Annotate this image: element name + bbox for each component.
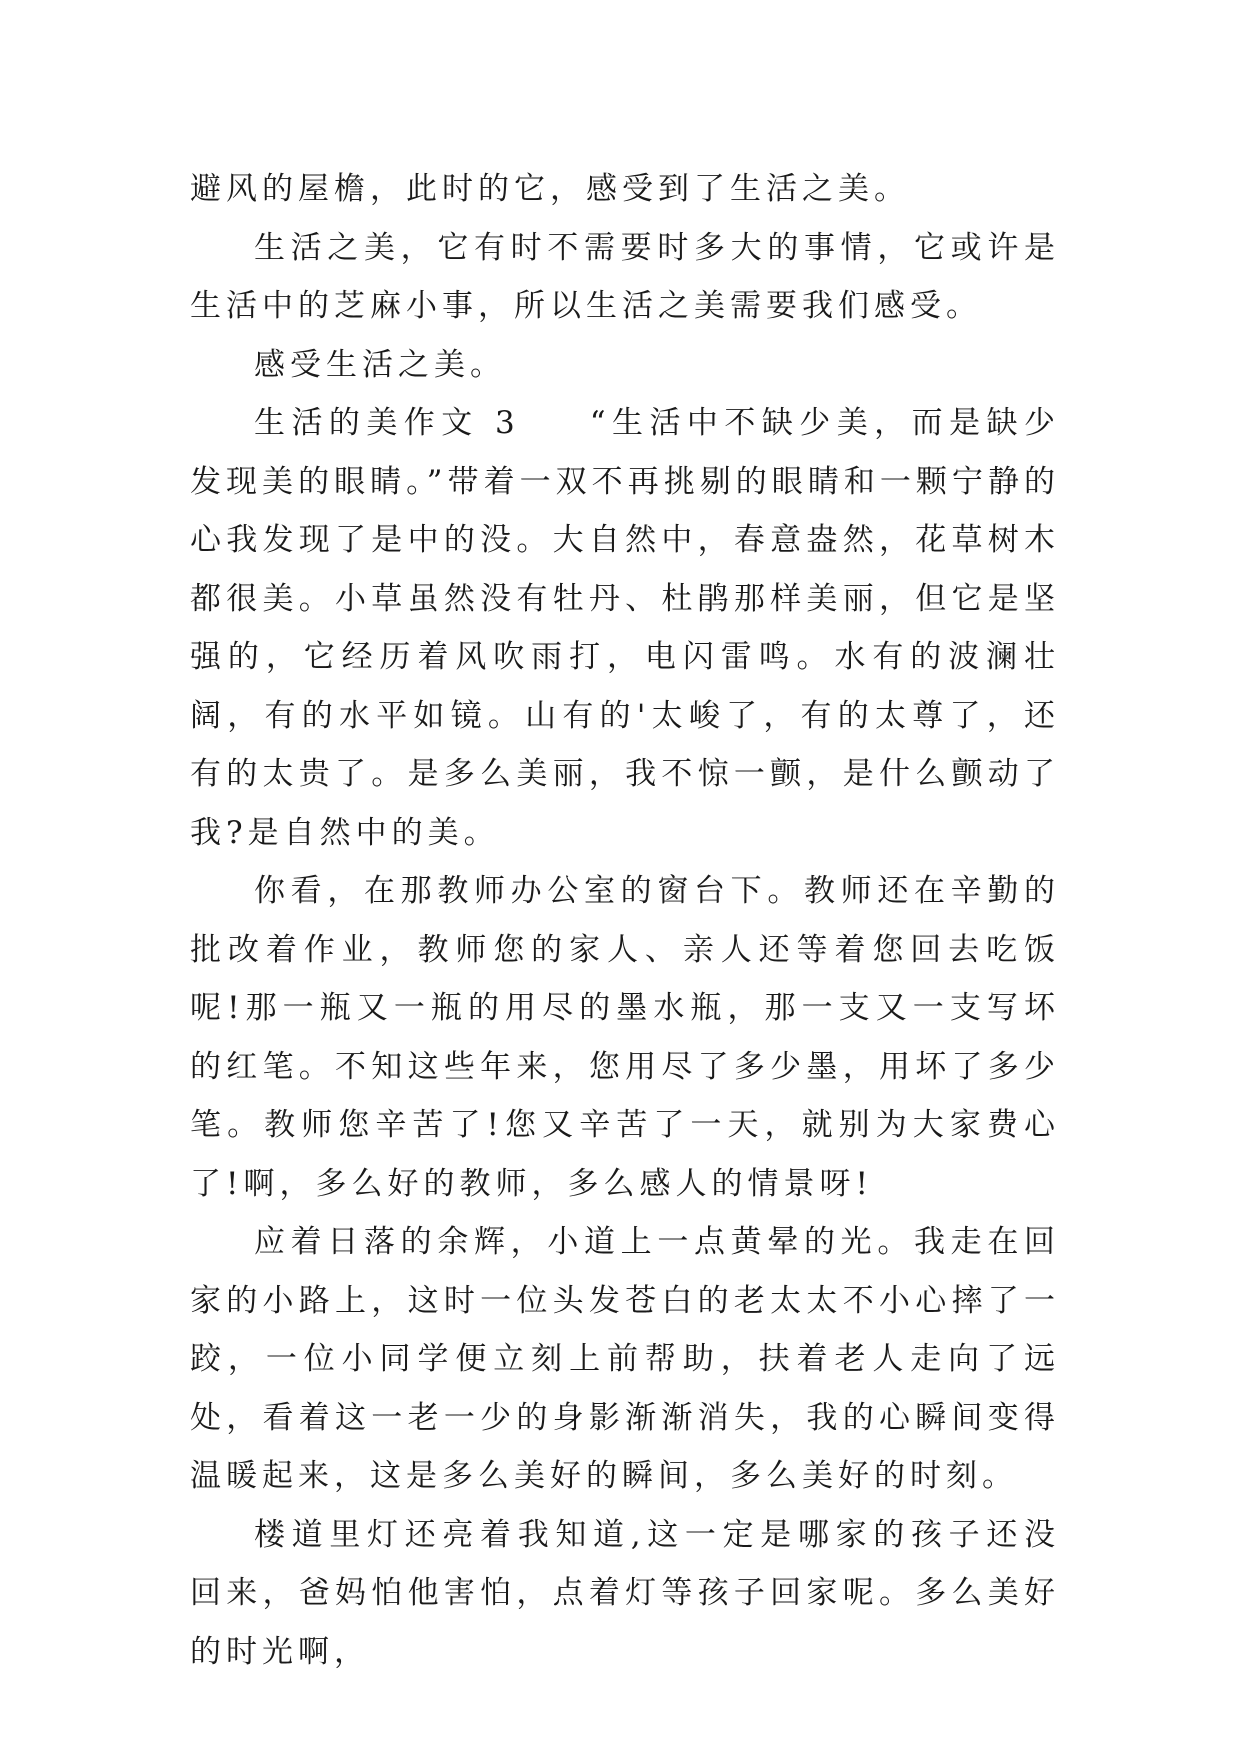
essay-title: 生活的美作文 3	[254, 405, 520, 441]
paragraph-2: 生活之美，它有时不需要时多大的事情，它或许是生活中的芝麻小事，所以生活之美需要我们感受。	[190, 229, 1060, 324]
paragraph-4-text: “生活中不缺少美，而是缺少发现美的眼睛。”带着一双不再挑剔的眼睛和一颗宁静的心我发现了是中的没。大自然中，春意盎然，花草树木都很美。小草虽然没有牡丹、杜鹃那样美丽，但它是坚强的，它经历着风吹雨打，电闪雷鸣。水有的波澜壮阔，有的水平如镜。山有的'太峻了，有的太尊了，还有的太贵了。是多么美丽，我不惊一颤，是什么颤动了我?是自然中的美。	[190, 405, 1060, 851]
paragraph-3: 感受生活之美。	[254, 346, 506, 383]
paragraph-6: 应着日落的余辉，小道上一点黄晕的光。我走在回家的小路上，这时一位头发苍白的老太太不小心摔了一跤，一位小同学便立刻上前帮助，扶着老人走向了远处，看着这一老一少的身影渐渐消失，我的心瞬间变得温暖起来，这是多么美好的瞬间，多么美好的时刻。	[190, 1224, 1060, 1494]
paragraph-5: 你看，在那教师办公室的窗台下。教师还在辛勤的批改着作业，教师您的家人、亲人还等着您回去吃饭呢!那一瓶又一瓶的用尽的墨水瓶，那一支又一支写坏的红笔。不知这些年来，您用尽了多少墨，用坏了多少笔。教师您辛苦了!您又辛苦了一天，就别为大家费心了!啊，多么好的教师，多么感人的情景呀!	[190, 873, 1060, 1202]
paragraph-1: 避风的屋檐，此时的它，感受到了生活之美。	[190, 171, 910, 207]
paragraph-4	[190, 394, 1060, 862]
document-body	[190, 160, 1060, 1681]
paragraph-7: 楼道里灯还亮着我知道,这一定是哪家的孩子还没回来，爸妈怕他害怕，点着灯等孩子回家呢。多么美好的时光啊，	[190, 1516, 1060, 1670]
